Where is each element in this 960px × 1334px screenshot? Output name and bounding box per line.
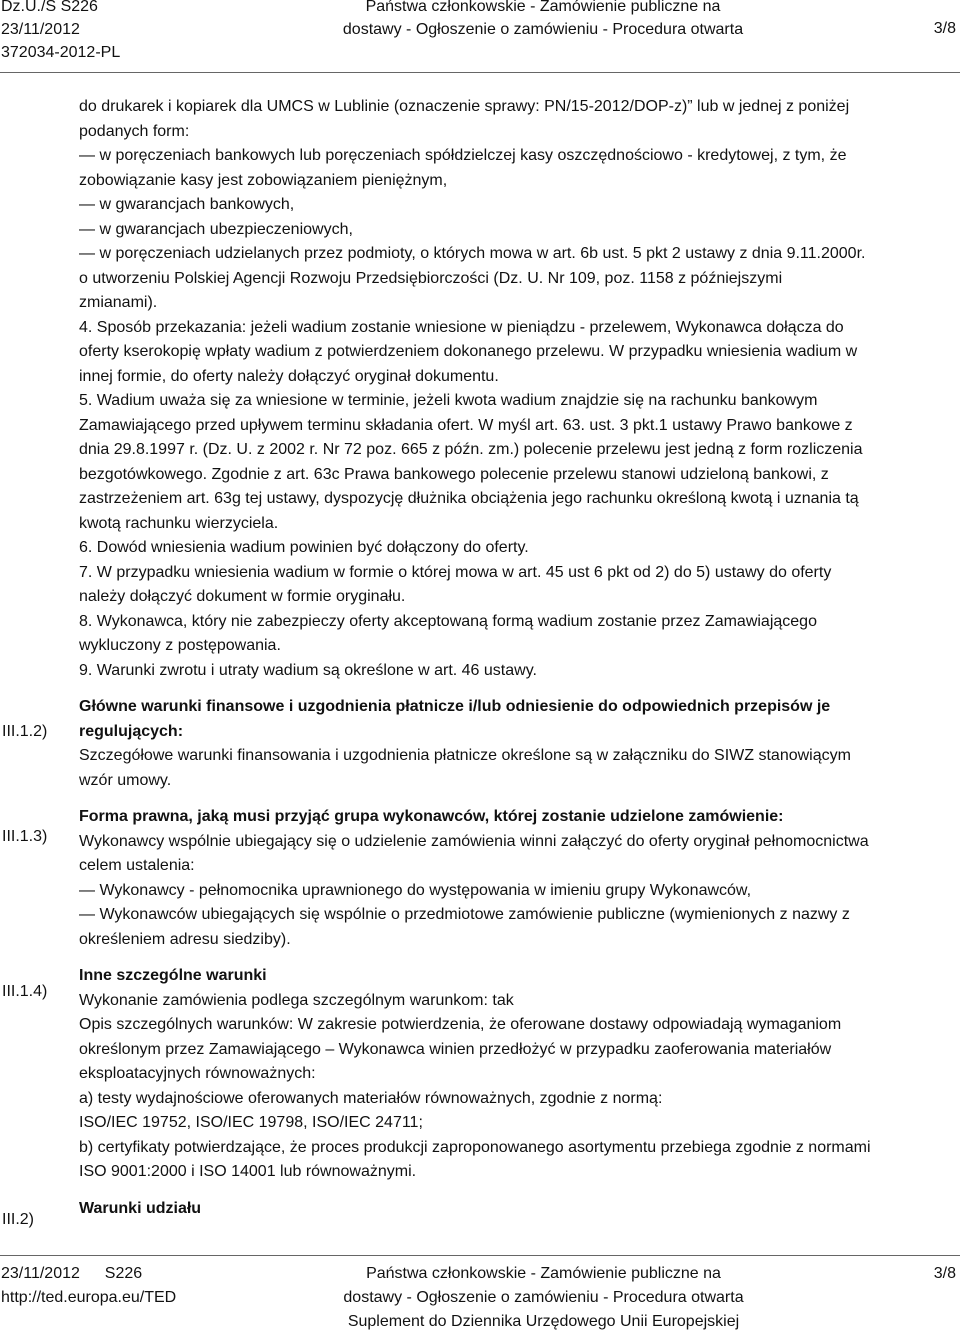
section-iii-1-4 [79,964,955,1185]
section-number: III.1.4) [2,983,48,1000]
text-line: — w poręczeniach bankowych lub poręczeniach spółdzielczej kasy oszczędnościowo - kredytowej, z tym, że [79,147,847,164]
footer-page: 3/8 [933,1265,956,1282]
text-line: 7. W przypadku wniesienia wadium w formie o której mowa w art. 45 ust 6 pkt od 2) do 5) ustawy do oferty [79,563,832,581]
text-line: kwotą rachunku wierzyciela. [79,514,279,532]
header-title [333,0,753,41]
text-line: określonym przez Zamawiającego – Wykonawca winien przedłożyć w przypadku zaoferowania materiałów [79,1040,832,1058]
footer-title-line1: Państwa członkowskie - Zamówienie publiczne na [366,1265,721,1282]
text-line: 5. Wadium uważa się za wniesione w terminie, jeżeli kwota wadium znajdzie się na rachunku bankowym [79,392,818,409]
document-body [79,95,955,1221]
footer-title-line3: Suplement do Dziennika Urzędowego Unii Europejskiej [347,1313,740,1330]
text-line: ISO/IEC 19752, ISO/IEC 19798, ISO/IEC 24711; [79,1114,423,1131]
text-line: ISO 9001:2000 i ISO 14001 lub równoważnymi. [79,1163,417,1180]
text-line: celem ustalenia: [79,857,195,874]
text-line: — Wykonawcy - pełnomocnika uprawnionego do występowania w imieniu grupy Wykonawców, [79,881,752,899]
text-line: a) testy wydajnościowe oferowanych materiałów równoważnych, zgodnie z normą: [79,1089,663,1107]
header-title-line2: dostawy - Ogłoszenie o zamówieniu - Procedura otwarta [342,21,744,38]
text-line: bezgotówkowego. Zgodnie z art. 63c Prawa bankowego polecenie przelewu stanowi udzieloną bankowi, z [79,465,829,483]
header-left [1,0,120,64]
text-line: — w poręczeniach udzielanych przez podmioty, o których mowa w art. 6b ust. 5 pkt 2 ustawy z dnia 9.11.2000r. [79,245,866,262]
section-iii-2 [79,1197,955,1222]
section-number: III.2) [2,1211,35,1228]
section-heading: Forma prawna, jaką musi przyjąć grupa wykonawców, której zostanie udzielone zamówienie: [79,808,784,825]
section-heading: Inne szczególne warunki [79,967,267,984]
footer-left [1,1262,176,1310]
section-iii-1-3 [79,805,955,952]
section-number: III.1.2) [2,723,48,740]
header-date: 23/11/2012 [1,21,80,38]
header-page: 3/8 [933,20,956,37]
text-line: do drukarek i kopiarek dla UMCS w Lublinie (oznaczenie sprawy: PN/15-2012/DOP-z)” lub w jednej z poniżej [79,98,850,115]
header-divider [0,72,960,73]
text-line: wzór umowy. [79,771,172,789]
header-docnum: 372034-2012-PL [1,44,121,61]
text-line: podanych form: [79,122,190,140]
header-title-line1: Państwa członkowskie - Zamówienie publiczne na [365,0,721,15]
text-line: b) certyfikaty potwierdzające, że proces produkcji zaproponowanego asortymentu przebiega zgodnie z normami [79,1138,871,1156]
text-line: — w gwarancjach ubezpieczeniowych, [79,220,353,238]
text-line: Szczegółowe warunki finansowania i uzgodnienia płatnicze określone są w załączniku do SIWZ stanowiącym [79,747,851,764]
section-number: III.1.3) [2,828,48,845]
text-line: — w gwarancjach bankowych, [79,196,295,213]
text-line: oferty kserokopię wpłaty wadium z potwierdzeniem dokonanego przelewu. W przypadku wniesienia wadium w [79,343,858,360]
text-line: 9. Warunki zwrotu i utraty wadium są określone w art. 46 ustawy. [79,661,537,679]
header-ref: Dz.U./S S226 [1,0,98,15]
text-line: zmianami). [79,294,158,311]
footer-date: 23/11/2012 [1,1265,80,1282]
text-line: Wykonanie zamówienia podlega szczególnym warunkom: tak [79,991,514,1009]
text-line: określeniem adresu siedziby). [79,930,291,948]
text-line: wykluczony z postępowania. [79,637,281,654]
text-line: należy dołączyć dokument w formie oryginału. [79,588,406,605]
text-line: Zamawiającego przed upływem terminu składania ofert. W myśl art. 63. ust. 3 pkt.1 ustawy Prawo bankowe z [79,416,853,434]
text-line: Opis szczególnych warunków: W zakresie potwierdzenia, że oferowane dostawy odpowiadają wymaganiom [79,1016,842,1033]
footer-title [300,1262,787,1334]
footer-url[interactable]: http://ted.europa.eu/TED [1,1289,177,1306]
intro-section [79,95,955,683]
page-footer [0,1262,960,1334]
footer-divider [0,1255,960,1256]
section-heading: regulujących: [79,722,184,740]
text-line: innej formie, do oferty należy dołączyć oryginał dokumentu. [79,367,499,385]
section-iii-1-2 [79,695,955,793]
text-line: 8. Wykonawca, który nie zabezpieczy oferty akceptowaną formą wadium zostanie przez Zamawiającego [79,612,817,630]
footer-series: S226 [104,1265,143,1282]
section-heading: Główne warunki finansowe i uzgodnienia płatnicze i/lub odniesienie do odpowiednich przepisów je [79,698,831,715]
text-line: o utworzeniu Polskiej Agencji Rozwoju Przedsiębiorczości (Dz. U. Nr 109, poz. 1158 z późniejszymi [79,269,783,287]
text-line: eksploatacyjnych równoważnych: [79,1065,316,1082]
text-line: Wykonawcy wspólnie ubiegający się o udzielenie zamówienia winni załączyć do oferty oryginał pełnomocnictwa [79,832,869,850]
text-line: 4. Sposób przekazania: jeżeli wadium zostanie wniesione w pieniądzu - przelewem, Wykonawca dołącza do [79,318,844,336]
text-line: — Wykonawców ubiegających się wspólnie o przedmiotowe zamówienie publiczne (wymienionych z nazwy z [79,906,850,923]
text-line: 6. Dowód wniesienia wadium powinien być dołączony do oferty. [79,539,529,556]
text-line: dnia 29.8.1997 r. (Dz. U. z 2002 r. Nr 72 poz. 665 z późn. zm.) polecenie przelewu jest jedną z form rozliczenia [79,441,863,458]
section-heading: Warunki udziału [79,1199,202,1217]
text-line: zastrzeżeniem art. 63g tej ustawy, dyspozycję dłużnika obciążenia jego rachunku określoną kwotą i uznania tą [79,490,859,507]
footer-title-line2: dostawy - Ogłoszenie o zamówieniu - Procedura otwarta [343,1289,744,1306]
page-header [0,0,960,72]
text-line: zobowiązanie kasy jest zobowiązaniem pieniężnym, [79,171,448,189]
